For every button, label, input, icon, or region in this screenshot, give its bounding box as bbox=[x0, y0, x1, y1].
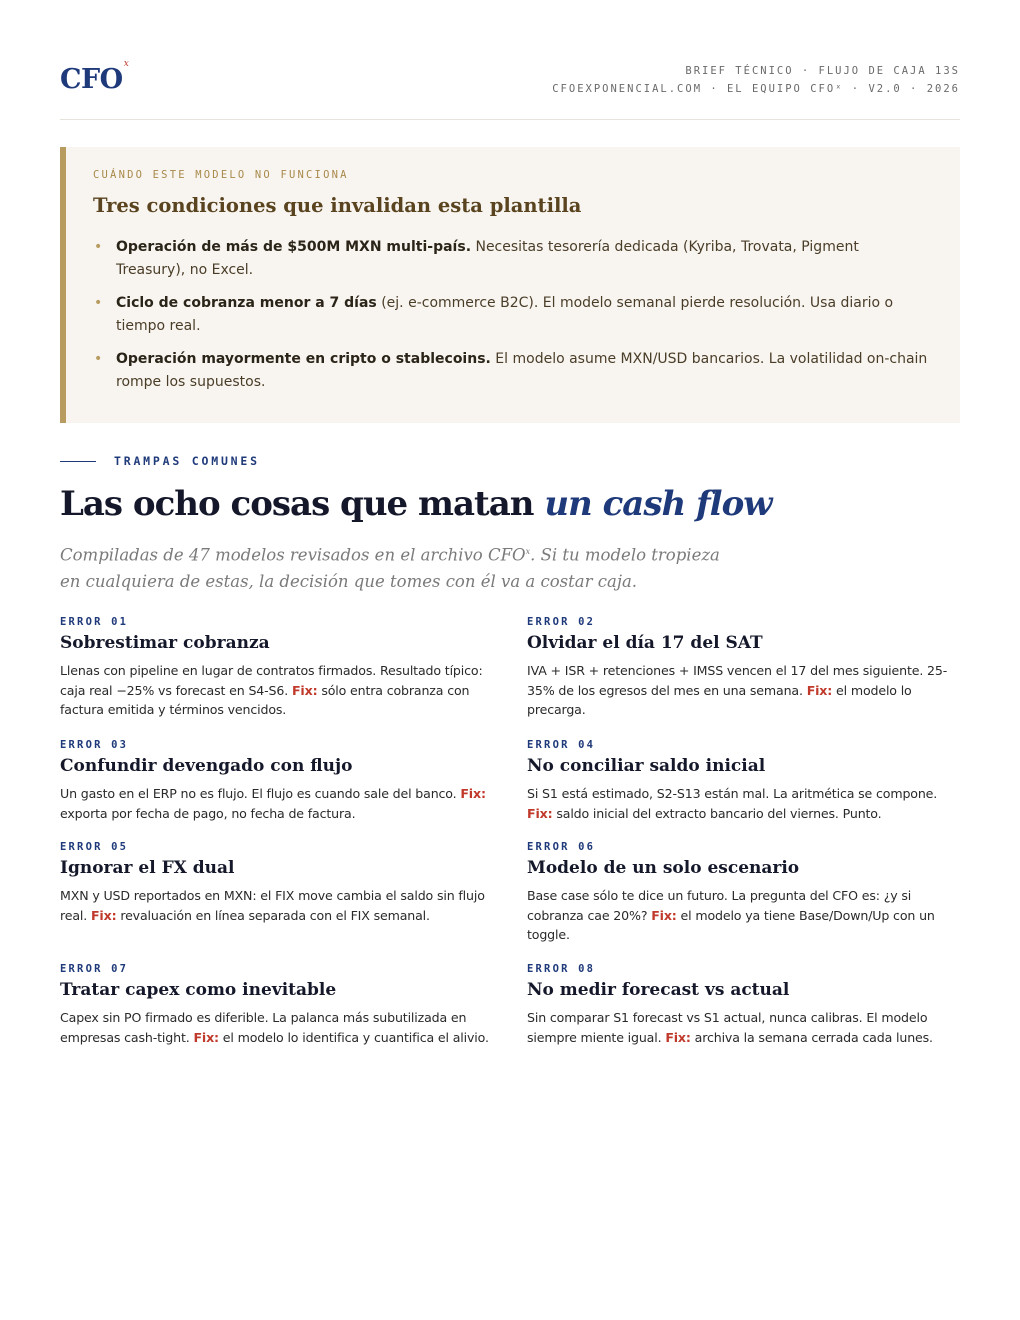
error-title: Sobrestimar cobranza bbox=[60, 633, 270, 653]
conditions-list bbox=[93, 236, 932, 394]
error-code: ERROR 04 bbox=[527, 739, 596, 751]
meta-line-1: BRIEF TÉCNICO · FLUJO DE CAJA 13S bbox=[685, 65, 960, 77]
error-card-08 bbox=[527, 963, 960, 1047]
fix-label: Fix: bbox=[90, 907, 117, 923]
limitations-callout bbox=[60, 147, 960, 423]
bullet-icon: • bbox=[94, 351, 103, 367]
error-card-03 bbox=[60, 739, 500, 823]
error-title: Ignorar el FX dual bbox=[60, 858, 235, 878]
fix-label: Fix: bbox=[291, 682, 318, 698]
bullet-icon: • bbox=[94, 239, 103, 255]
section-subtitle: Compiladas de 47 modelos revisados en el archivo CFO$^x$. Si tu modelo tropieza en cualquiera de estas, la decisión que tomes con él va a costar caja. bbox=[60, 545, 720, 591]
fix-label: Fix: bbox=[651, 907, 677, 923]
callout-title: Tres condiciones que invalidan esta plantilla bbox=[93, 194, 582, 217]
fix-label: Fix: bbox=[193, 1029, 219, 1045]
error-card-06 bbox=[527, 841, 960, 945]
error-code: ERROR 05 bbox=[60, 841, 129, 853]
error-body: Llenas con pipeline en lugar de contratos firmados. Resultado típico: caja real −25% vs forecast en S4-S6. Fix: sólo entra cobranza con factura emitida y términos vencidos. bbox=[60, 663, 483, 717]
fix-label: Fix: bbox=[806, 682, 833, 698]
error-title: Confundir devengado con flujo bbox=[60, 756, 353, 776]
fix-label: Fix: bbox=[527, 805, 553, 821]
section-eyebrow: TRAMPAS COMUNES bbox=[114, 454, 260, 468]
error-body: Sin comparar S1 forecast vs S1 actual, nunca calibras. El modelo siempre miente igual. Fix: archiva la semana cerrada cada lunes. bbox=[527, 1010, 933, 1045]
cfo-logo: CFO$^x$ bbox=[60, 59, 129, 95]
error-title: Tratar capex como inevitable bbox=[60, 980, 337, 1000]
fix-label: Fix: bbox=[665, 1029, 691, 1045]
document-meta bbox=[552, 62, 960, 98]
error-card-04 bbox=[527, 739, 960, 823]
error-card-02 bbox=[527, 616, 960, 720]
meta-line-2: CFOEXPONENCIAL.COM · EL EQUIPO CFOˣ · V2.0 · 2026 bbox=[552, 83, 960, 95]
error-title: Olvidar el día 17 del SAT bbox=[527, 633, 763, 653]
eyebrow-rule bbox=[60, 461, 96, 462]
error-title: Modelo de un solo escenario bbox=[527, 858, 800, 878]
error-body: Capex sin PO firmado es diferible. La palanca más subutilizada en empresas cash-tight. Fix: el modelo lo identifica y cuantifica el alivio. bbox=[60, 1010, 489, 1045]
error-code: ERROR 02 bbox=[527, 616, 596, 628]
error-code: ERROR 07 bbox=[60, 963, 129, 975]
error-body: IVA + ISR + retenciones + IMSS vencen el 17 del mes siguiente. 25-35% de los egresos del mes en una semana. Fix: el modelo lo precarga. bbox=[527, 663, 948, 717]
error-card-01 bbox=[60, 616, 500, 720]
page-header bbox=[60, 58, 960, 120]
condition-item: • Operación de más de $500M MXN multi-país. Necesitas tesorería dedicada (Kyriba, Trovata, Pigment Treasury), no Excel. bbox=[93, 236, 932, 282]
bullet-icon: • bbox=[94, 295, 103, 311]
error-card-05 bbox=[60, 841, 500, 925]
section-eyebrow-row bbox=[60, 452, 260, 470]
error-code: ERROR 08 bbox=[527, 963, 596, 975]
error-body: Base case sólo te dice un futuro. La pregunta del CFO es: ¿y si cobranza cae 20%? Fix: el modelo ya tiene Base/Down/Up con un toggle. bbox=[527, 888, 935, 942]
fix-label: Fix: bbox=[460, 786, 486, 801]
callout-eyebrow: CUÁNDO ESTE MODELO NO FUNCIONA bbox=[93, 169, 349, 181]
section-headline: Las ocho cosas que matan un cash flow bbox=[60, 484, 772, 524]
condition-item: • Ciclo de cobranza menor a 7 días (ej. e-commerce B2C). El modelo semanal pierde resolución. Usa diario o tiempo real. bbox=[93, 292, 932, 338]
error-title: No medir forecast vs actual bbox=[527, 980, 790, 1000]
condition-item: • Operación mayormente en cripto o stablecoins. El modelo asume MXN/USD bancarios. La volatilidad on-chain rompe los supuestos. bbox=[93, 348, 932, 394]
error-card-07 bbox=[60, 963, 500, 1047]
error-body: Un gasto en el ERP no es flujo. El flujo es cuando sale del banco. Fix: exporta por fecha de pago, no fecha de factura. bbox=[60, 786, 486, 821]
error-title: No conciliar saldo inicial bbox=[527, 756, 766, 776]
error-body: MXN y USD reportados en MXN: el FIX move cambia el saldo sin flujo real. Fix: revaluación en línea separada con el FIX semanal. bbox=[60, 888, 485, 923]
error-body: Si S1 está estimado, S2-S13 están mal. La aritmética se compone. Fix: saldo inicial del extracto bancario del viernes. Punto. bbox=[527, 786, 938, 821]
error-code: ERROR 03 bbox=[60, 739, 129, 751]
error-code: ERROR 01 bbox=[60, 616, 129, 628]
error-code: ERROR 06 bbox=[527, 841, 596, 853]
